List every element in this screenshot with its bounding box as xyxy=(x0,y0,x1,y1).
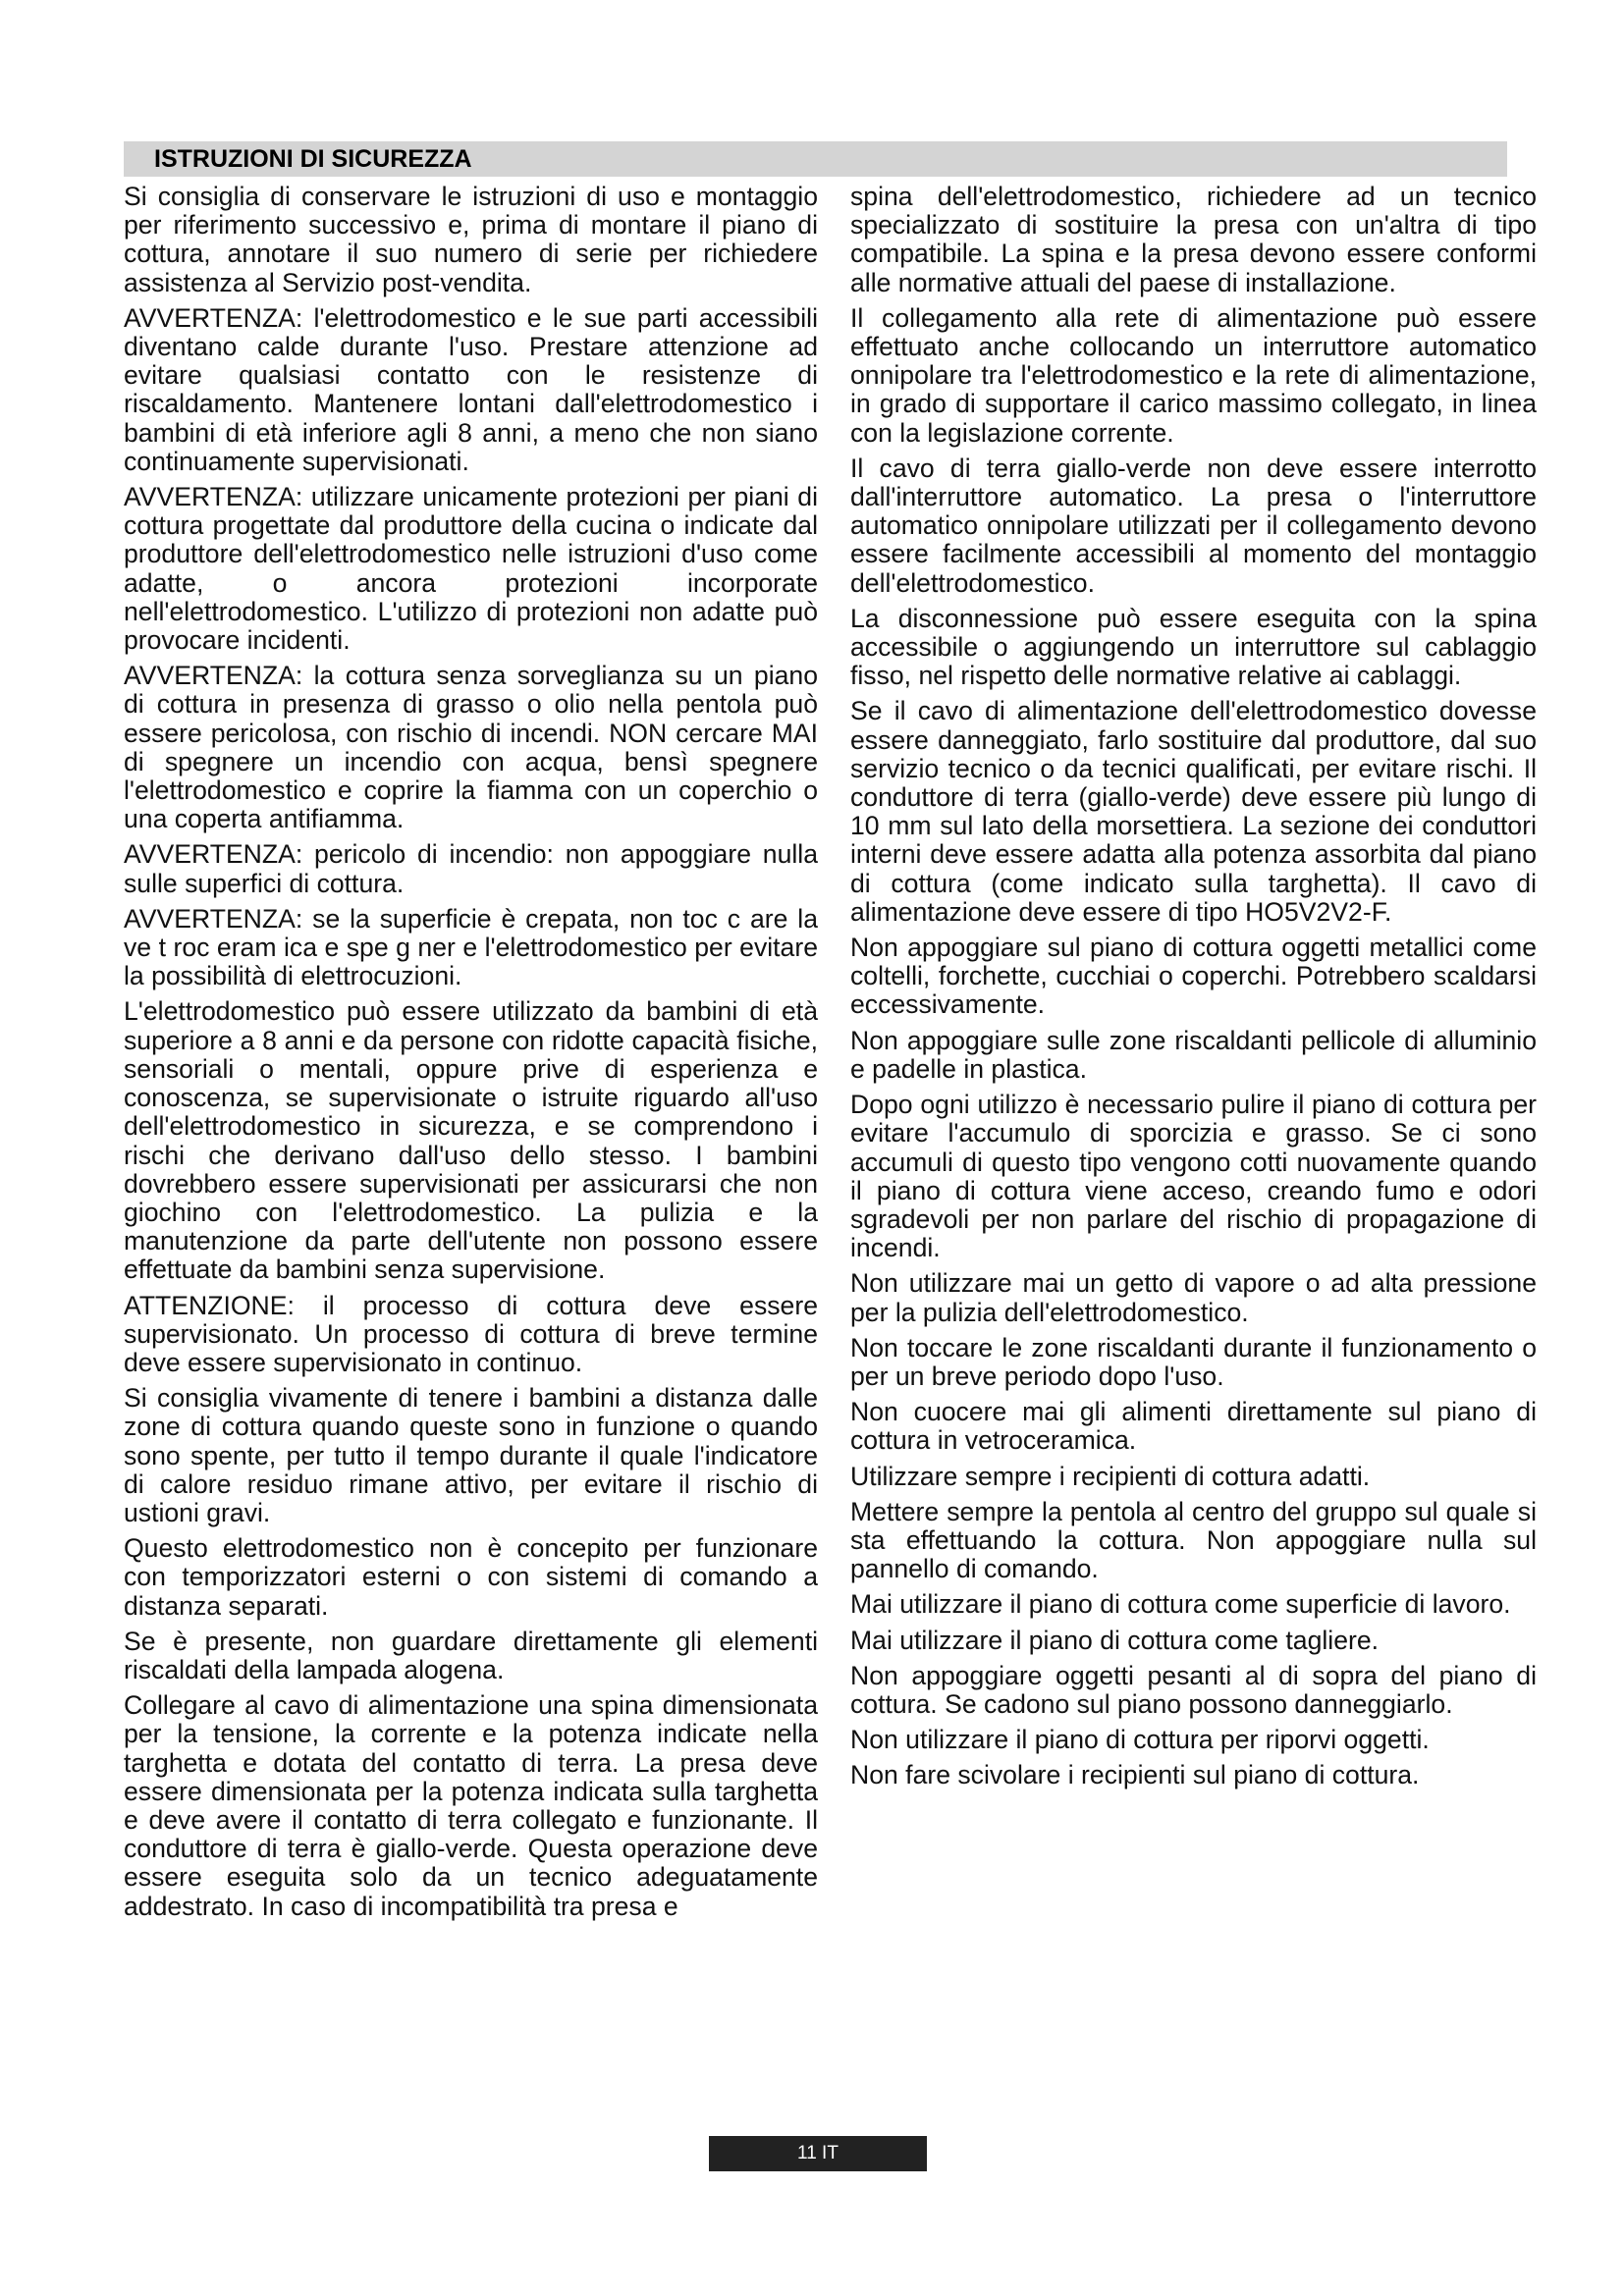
right-column xyxy=(850,183,1537,1797)
paragraph: AVVERTENZA: utilizzare unicamente protezioni per piani di cottura progettate dal produttore della cucina o indicate dal produttore dell'elettrodomestico nelle istruzioni d'uso come adatte, o ancora protezioni incorporate nell'elettrodomestico. L'utilizzo di protezioni non adatte può provocare incidenti. xyxy=(124,482,818,656)
paragraph: Si consiglia di conservare le istruzioni di uso e montaggio per riferimento successivo e, prima di montare il piano di cottura, annotare il suo numero di serie per richiedere assistenza al Servizio post-vendita. xyxy=(124,182,818,297)
paragraph: Se il cavo di alimentazione dell'elettrodomestico dovesse essere danneggiato, farlo sostituire dal produttore, dal suo servizio tecnico o da tecnici qualificati, per evitare rischi. Il conduttore di terra (giallo-verde) deve essere più lungo di 10 mm sul lato della morsettiera. La sezione dei conduttori interni deve essere adatta alla potenza assorbita dal piano di cottura (come indicato sulla targhetta). Il cavo di alimentazione deve essere di tipo HO5V2V2-F. xyxy=(850,696,1537,927)
paragraph: Non utilizzare mai un getto di vapore o ad alta pressione per la pulizia dell'elettrodomestico. xyxy=(850,1268,1537,1327)
paragraph: Questo elettrodomestico non è concepito per funzionare con temporizzatori esterni o con sistemi di comando a distanza separati. xyxy=(124,1533,818,1621)
paragraph: AVVERTENZA: l'elettrodomestico e le sue parti accessibili diventano calde durante l'uso. Prestare attenzione ad evitare qualsiasi contatto con le resistenze di riscaldamento. Mantenere lontani dall'elettrodomestico i bambini di età inferiore agli 8 anni, a meno che non siano continuamente supervisionati. xyxy=(124,302,818,476)
left-column xyxy=(124,183,818,1928)
paragraph: Mai utilizzare il piano di cottura come tagliere. xyxy=(850,1625,1380,1655)
paragraph: spina dell'elettrodomestico, richiedere ad un tecnico specializzato di sostituire la presa con un'altra di tipo compatibile. La spina e la presa devono essere conformi alle normative attuali del paese di installazione. xyxy=(850,182,1537,297)
paragraph: Non utilizzare il piano di cottura per riporvi oggetti. xyxy=(850,1725,1430,1755)
paragraph: Il cavo di terra giallo-verde non deve essere interrotto dall'interruttore automatico. La presa o l'interruttore automatico onnipolare utilizzati per il collegamento devono essere facilmente accessibili al momento del montaggio dell'elettrodomestico. xyxy=(850,453,1537,598)
paragraph: ATTENZIONE: il processo di cottura deve essere supervisionato. Un processo di cottura di breve termine deve essere supervisionato in continuo. xyxy=(124,1290,818,1377)
section-title: ISTRUZIONI DI SICUREZZA xyxy=(154,145,472,173)
paragraph: AVVERTENZA: pericolo di incendio: non appoggiare nulla sulle superfici di cottura. xyxy=(124,839,818,898)
paragraph: Dopo ogni utilizzo è necessario pulire il piano di cottura per evitare l'accumulo di sporcizia e grasso. Se ci sono accumuli di questo tipo vengono cotti nuovamente quando il piano di cottura viene acceso, creando fumo e odori sgradevoli per non parlare del rischio di propagazione di incendi. xyxy=(850,1090,1537,1263)
paragraph: Utilizzare sempre i recipienti di cottura adatti. xyxy=(850,1461,1371,1491)
page-number: 11 IT xyxy=(709,2136,927,2171)
section-header xyxy=(124,141,1507,177)
paragraph: Non appoggiare sulle zone riscaldanti pellicole di alluminio e padelle in plastica. xyxy=(850,1025,1537,1084)
paragraph: Si consiglia vivamente di tenere i bambini a distanza dalle zone di cottura quando queste sono in funzione o quando sono spente, per tutto il tempo durante il quale l'indicatore di calore residuo rimane attivo, per evitare il rischio di ustioni gravi. xyxy=(124,1383,818,1527)
paragraph: Collegare al cavo di alimentazione una spina dimensionata per la tensione, la corrente e la potenza indicate nella targhetta e dotata del contatto di terra. La presa deve essere dimensionata per la potenza indicata sulla targhetta e deve avere il contatto di terra collegato e funzionante. Il conduttore di terra è giallo-verde. Questa operazione deve essere eseguita solo da un tecnico adeguatamente addestrato. In caso di incompatibilità tra presa e xyxy=(124,1690,818,1921)
paragraph: La disconnessione può essere eseguita con la spina accessibile o aggiungendo un interruttore sul cablaggio fisso, nel rispetto delle normative relative ai cablaggi. xyxy=(850,603,1537,691)
paragraph: Non toccare le zone riscaldanti durante il funzionamento o per un breve periodo dopo l'uso. xyxy=(850,1332,1537,1391)
paragraph: Non appoggiare sul piano di cottura oggetti metallici come coltelli, forchette, cucchiai o coperchi. Potrebbero scaldarsi eccessivamente. xyxy=(850,933,1537,1020)
paragraph: Mettere sempre la pentola al centro del gruppo sul quale si sta effettuando la cottura. Non appoggiare nulla sul pannello di comando. xyxy=(850,1496,1537,1584)
paragraph: Non cuocere mai gli alimenti direttamente sul piano di cottura in vetroceramica. xyxy=(850,1397,1537,1456)
paragraph: L'elettrodomestico può essere utilizzato da bambini di età superiore a 8 anni e da persone con ridotte capacità fisiche, sensoriali o mentali, oppure prive di esperienza e conoscenza, se supervisionate o istruite riguardo all'uso dell'elettrodomestico in sicurezza, e se comprendono i rischi che derivano dall'uso dello stesso. I bambini dovrebbero essere supervisionati per assicurarsi che non giochino con l'elettrodomestico. La pulizia e la manutenzione da parte dell'utente non possono essere effettuate da bambini senza supervisione. xyxy=(124,996,818,1285)
paragraph: Non appoggiare oggetti pesanti al di sopra del piano di cottura. Se cadono sul piano possono danneggiarlo. xyxy=(850,1660,1537,1719)
paragraph: Se è presente, non guardare direttamente gli elementi riscaldati della lampada alogena. xyxy=(124,1626,818,1684)
paragraph: Il collegamento alla rete di alimentazione può essere effettuato anche collocando un interruttore automatico onnipolare tra l'elettrodomestico e la rete di alimentazione, in grado di supportare il carico massimo collegato, in linea con la legislazione corrente. xyxy=(850,302,1537,448)
paragraph: Non fare scivolare i recipienti sul piano di cottura. xyxy=(850,1760,1420,1790)
paragraph: Mai utilizzare il piano di cottura come superficie di lavoro. xyxy=(850,1589,1511,1620)
paragraph: AVVERTENZA: la cottura senza sorveglianza su un piano di cottura in presenza di grasso o olio nella pentola può essere pericolosa, con rischio di incendi. NON cercare MAI di spegnere un incendio con acqua, bensì spegnere l'elettrodomestico e coprire la fiamma con un coperchio o una coperta antifiamma. xyxy=(124,661,818,834)
paragraph: AVVERTENZA: se la superficie è crepata, non toc c are la ve t roc eram ica e spe g ner e l'elettrodomestico per evitare la possibilità di elettrocuzioni. xyxy=(124,903,818,991)
